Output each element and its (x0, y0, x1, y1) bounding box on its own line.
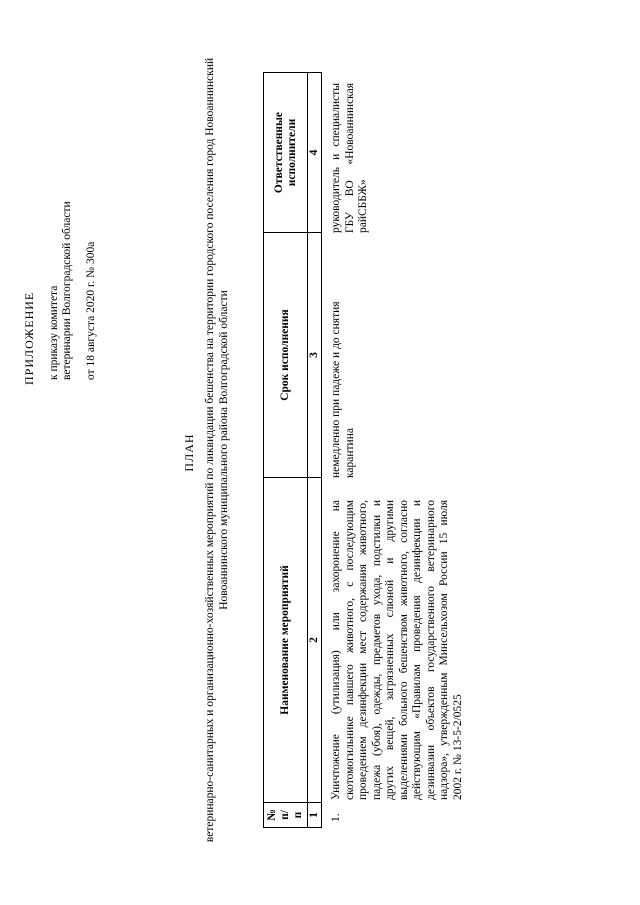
column-number: 2 (308, 478, 322, 803)
row-number: 1. (330, 813, 342, 822)
plan-table (263, 72, 322, 828)
header-activity: Наименование мероприятий (264, 478, 308, 803)
plan-subtitle: ветеринарно-санитарных и организационно-хозяйственных мероприятий по ликвидации бешенства на территории городского поселения город Новоаннинский Новоаннинского муниципального района Волгоградской области (204, 57, 230, 843)
table-row (330, 73, 550, 828)
column-number-row (308, 73, 322, 828)
column-number: 3 (308, 233, 322, 478)
table-header-row (264, 73, 308, 828)
plan-title: ПЛАН (182, 433, 196, 472)
row-executors: руководитель и специалисты ГБУ ВО «Новоаннинская райСББЖ» (330, 83, 369, 233)
appendix-date: от 18 августа 2020 г. № 300а (85, 241, 97, 380)
header-number: № п/п (264, 803, 308, 828)
appendix-line-1: к приказу комитета (48, 285, 60, 380)
row-activity: Уничтожение (утилизация) или захоронение на скотомогильнике павшего животного, с последующим проведением дезинфекции мест содержания животного, падежа (убоя), одежды, предметов ухода, подстилки и других вещей, загрязненных слюной и другими выделениями больного бешенством животного, согласно действующим «Правилам проведения дезинфекции и дезинвазии объектов государственного ветеринарного надзора», утвержденным Минсельхозом России 15 июля 2002 г. № 13-5-2/0525 (330, 500, 464, 800)
row-deadline: немедленно при падеже и до снятия карантина (330, 301, 356, 478)
column-number: 4 (308, 73, 322, 233)
appendix-line-2: ветеринарии Волгоградской области (61, 201, 73, 380)
header-deadline: Срок исполнения (264, 233, 308, 478)
appendix-title: ПРИЛОЖЕНИЕ (22, 291, 36, 385)
column-number: 1 (308, 803, 322, 828)
header-executors: Ответственные исполнители (264, 73, 308, 233)
